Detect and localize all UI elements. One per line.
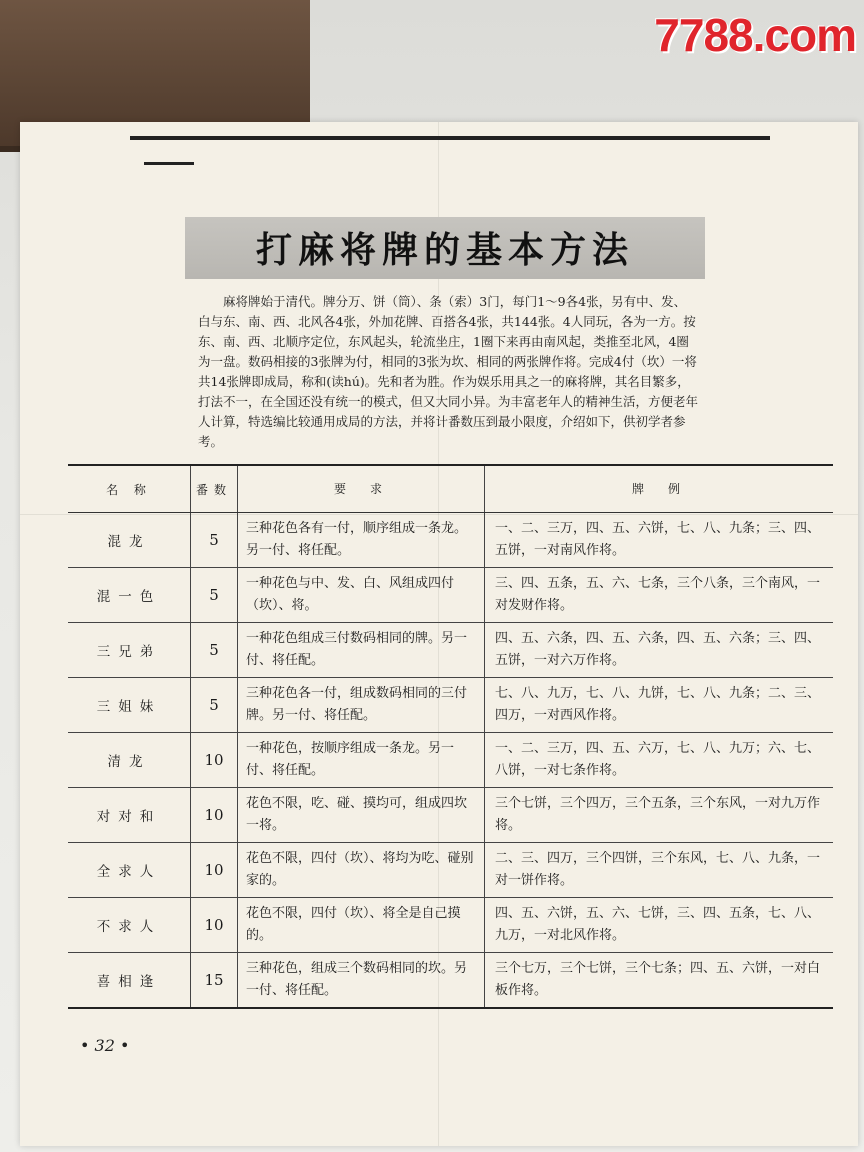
row-fan: 15 — [191, 953, 238, 1009]
row-name: 三姐妹 — [68, 678, 191, 733]
row-name: 全求人 — [68, 843, 191, 898]
row-fan: 5 — [191, 568, 238, 623]
row-example: 二、三、四万，三个四饼，三个东风，七、八、九条，一对一饼作将。 — [485, 843, 834, 898]
row-name: 清龙 — [68, 733, 191, 788]
rules-table — [68, 464, 833, 1009]
table-row — [68, 843, 833, 898]
row-fan: 5 — [191, 513, 238, 568]
row-name: 三兄弟 — [68, 623, 191, 678]
table-row — [68, 568, 833, 623]
header-short-rule — [144, 162, 194, 165]
document-page — [20, 122, 858, 1146]
table-row — [68, 788, 833, 843]
row-fan: 5 — [191, 678, 238, 733]
header-fan: 番数 — [191, 465, 238, 513]
watermark-logo: 7788.com — [654, 9, 856, 61]
row-example: 四、五、六饼，五、六、七饼，三、四、五条，七、八、九万，一对北风作将。 — [485, 898, 834, 953]
row-requirement: 一种花色，按顺序组成一条龙。另一付、将任配。 — [238, 733, 485, 788]
row-example: 三个七万，三个七饼，三个七条；四、五、六饼，一对白板作将。 — [485, 953, 834, 1009]
row-fan: 5 — [191, 623, 238, 678]
page-number: • 32 • — [80, 1036, 130, 1055]
row-example: 三个七饼，三个四万，三个五条，三个东风，一对九万作将。 — [485, 788, 834, 843]
row-requirement: 一种花色组成三付数码相同的牌。另一付、将任配。 — [238, 623, 485, 678]
row-fan: 10 — [191, 898, 238, 953]
row-fan: 10 — [191, 733, 238, 788]
row-example: 七、八、九万，七、八、九饼，七、八、九条；二、三、四万，一对西风作将。 — [485, 678, 834, 733]
table-row — [68, 513, 833, 568]
header-requirement: 要 求 — [238, 465, 485, 513]
row-name: 对对和 — [68, 788, 191, 843]
row-requirement: 花色不限，四付（坎）、将均为吃、碰别家的。 — [238, 843, 485, 898]
row-requirement: 三种花色，组成三个数码相同的坎。另一付、将任配。 — [238, 953, 485, 1009]
row-requirement: 花色不限，四付（坎）、将全是自己摸的。 — [238, 898, 485, 953]
row-requirement: 一种花色与中、发、白、风组成四付（坎）、将。 — [238, 568, 485, 623]
table-row — [68, 678, 833, 733]
row-name: 喜相逢 — [68, 953, 191, 1009]
row-example: 一、二、三万，四、五、六万，七、八、九万；六、七、八饼，一对七条作将。 — [485, 733, 834, 788]
header-example: 牌 例 — [485, 465, 834, 513]
header-name: 名 称 — [68, 465, 191, 513]
intro-text: 麻将牌始于清代。牌分万、饼（筒）、条（索）3门，每门1～9各4张，另有中、发、白与东、南、西、北风各4张，外加花牌、百搭各4张，共144张。4人同玩，各为一方。按东、南、西、北顺序定位，东风起头，轮流坐庄，1圈下来再由南风起，类推至北风，4圈为一盘。数码相接的3张牌为付，相同的3张为坎、相同的两张牌作将。完成4付（坎）一将共14张牌即成局，称和(读hú)。先和者为胜。作为娱乐用具之一的麻将牌，其名目繁多，打法不一，在全国还没有统一的模式，但又大同小异。为丰富老年人的精神生活，方便老年人计算，特选编比较通用成局的方法，并将计番数压到最小限度，介绍如下，供初学者参考。 — [198, 294, 699, 449]
intro-paragraph — [198, 292, 698, 452]
row-fan: 10 — [191, 788, 238, 843]
row-fan: 10 — [191, 843, 238, 898]
row-example: 三、四、五条，五、六、七条，三个八条，三个南风，一对发财作将。 — [485, 568, 834, 623]
row-requirement: 三种花色各有一付，顺序组成一条龙。另一付、将任配。 — [238, 513, 485, 568]
header-rule — [130, 136, 770, 140]
table-row — [68, 733, 833, 788]
row-name: 不求人 — [68, 898, 191, 953]
row-name: 混一色 — [68, 568, 191, 623]
row-example: 一、二、三万，四、五、六饼，七、八、九条；三、四、五饼，一对南风作将。 — [485, 513, 834, 568]
row-example: 四、五、六条，四、五、六条，四、五、六条；三、四、五饼，一对六万作将。 — [485, 623, 834, 678]
row-requirement: 三种花色各一付，组成数码相同的三付牌。另一付、将任配。 — [238, 678, 485, 733]
row-name: 混龙 — [68, 513, 191, 568]
table-row — [68, 898, 833, 953]
row-requirement: 花色不限，吃、碰、摸均可，组成四坎一将。 — [238, 788, 485, 843]
page-title: 打麻将牌的基本方法 — [255, 229, 634, 271]
table-row — [68, 623, 833, 678]
table-row — [68, 953, 833, 1009]
table-header-row — [68, 465, 833, 513]
